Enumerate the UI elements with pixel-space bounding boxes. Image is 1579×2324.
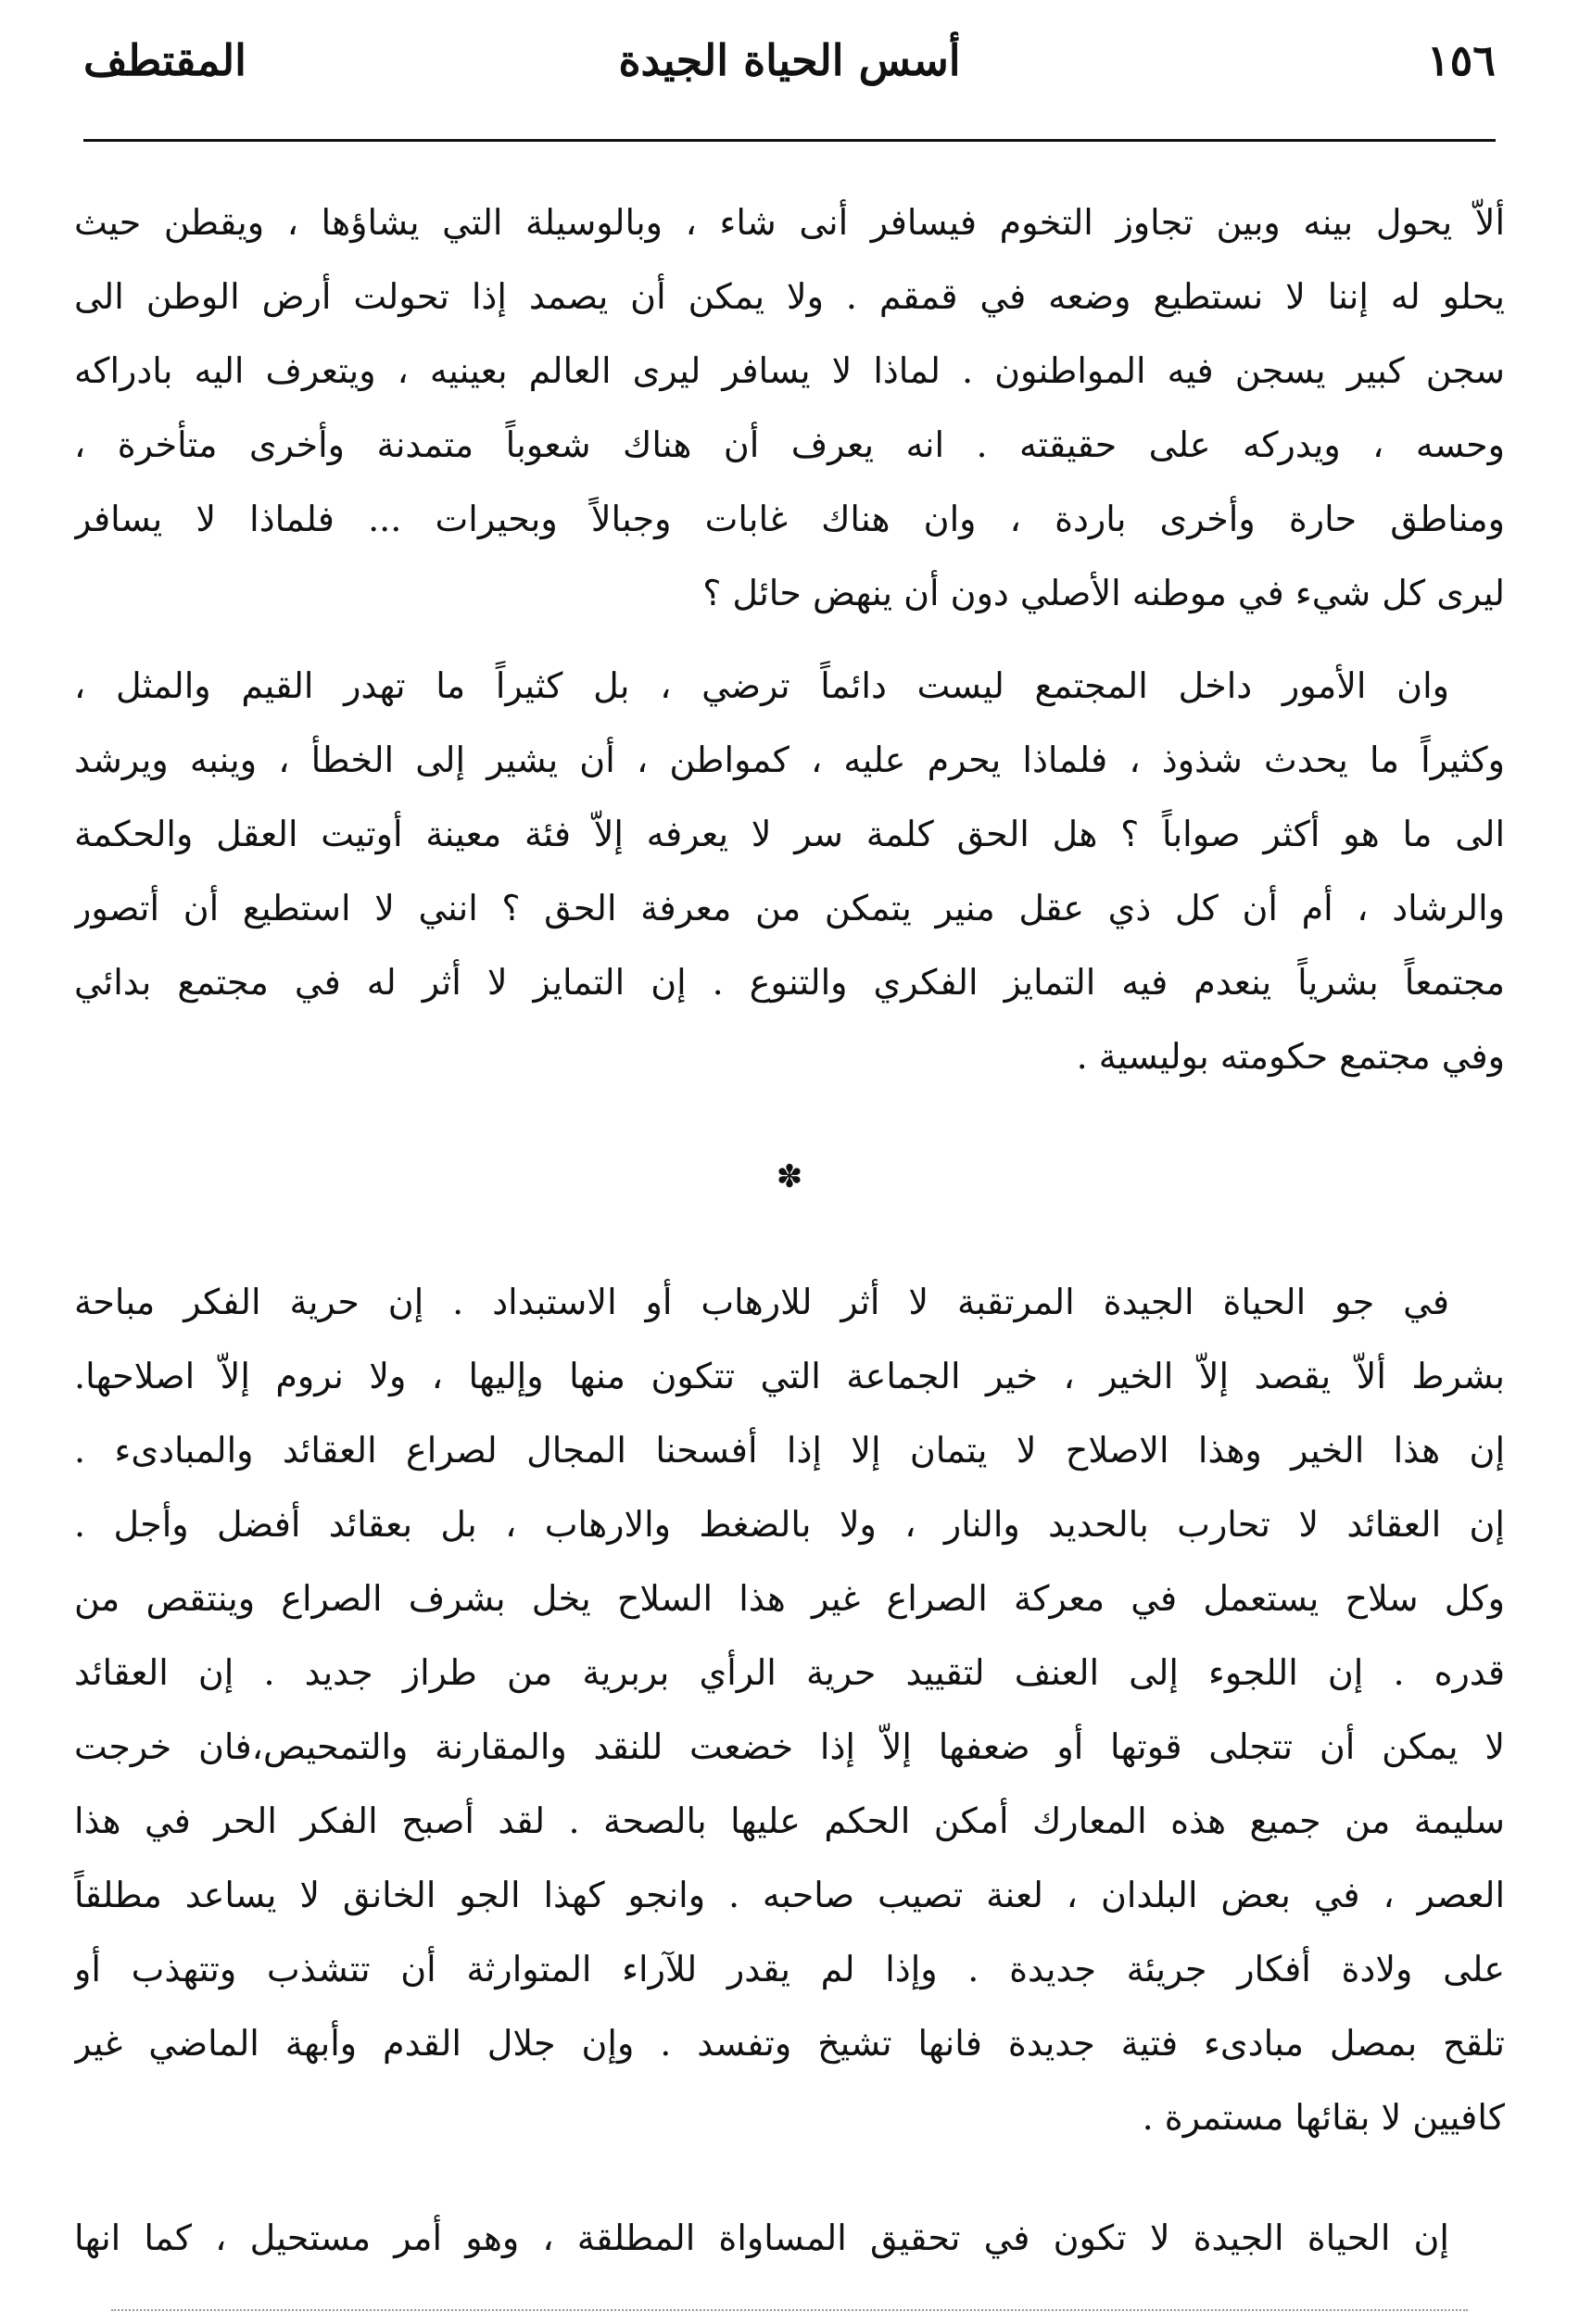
text-line: إن العقائد لا تحارب بالحديد والنار ، ولا بالضغط والارهاب ، بل بعقائد أفضل وأجل . [74,1504,1505,1545]
text-line: ألاّ يحول بينه وبين تجاوز التخوم فيسافر أنى شاء ، وبالوسيلة التي يشاؤها ، ويقطن حيث [74,202,1505,243]
text-line: ومناطق حارة وأخرى باردة ، وان هناك غابات وجبالاً وبحيرات ... فلماذا لا يسافر [74,499,1505,539]
header-rule [83,139,1496,142]
text-line: إن الحياة الجيدة لا تكون في تحقيق المساواة المطلقة ، وهو أمر مستحيل ، كما انها [74,2217,1449,2258]
text-line: ليرى كل شيء في موطنه الأصلي دون أن ينهض حائل ؟ [702,573,1505,613]
paragraph-1 [74,185,1505,630]
text-line: سليمة من جميع هذه المعارك أمكن الحكم عليها بالصحة . لقد أصبح الفكر الحر في هذا [74,1800,1505,1841]
paragraph-2 [74,649,1505,1093]
text-line: بشرط ألاّ يقصد إلاّ الخير ، خير الجماعة التي تتكون منها وإليها ، ولا نروم إلاّ اصلاحها. [74,1356,1505,1396]
text-line: الى ما هو أكثر صواباً ؟ هل الحق كلمة سر لا يعرفه إلاّ فئة معينة أوتيت العقل والحكمة [74,814,1505,854]
text-line: العصر ، في بعض البلدان ، لعنة تصيب صاحبه . وانجو كهذا الجو الخانق لا يساعد مطلقاً [74,1875,1505,1915]
text-line: يحلو له إننا لا نستطيع وضعه في قمقم . ولا يمكن أن يصمد إذا تحولت أرض الوطن الى [74,276,1505,317]
running-title: أسس الحياة الجيدة [618,35,961,85]
text-line: وكل سلاح يستعمل في معركة الصراع غير هذا السلاح يخل بشرف الصراع وينتقص من [74,1578,1505,1619]
text-line: لا يمكن أن تتجلى قوتها أو ضعفها إلاّ إذا خضعت للنقد والمقارنة والتمحيص،فان خرجت [74,1726,1505,1767]
text-line: وفي مجتمع حكومته بوليسية . [1076,1036,1505,1077]
paragraph-4 [74,2201,1505,2275]
text-line: كافيين لا بقائها مستمرة . [1142,2097,1505,2138]
paragraph-3 [74,1265,1505,2154]
text-line: تلقح بمصل مبادىء فتية جديدة فانها تشيخ وتفسد . وإن جلال القدم وأبهة الماضي غير [74,2023,1505,2064]
text-line: سجن كبير يسجن فيه المواطنون . لماذا لا يسافر ليرى العالم بعينيه ، ويتعرف اليه بادراكه [74,350,1505,391]
text-line: وان الأمور داخل المجتمع ليست دائماً ترضي ، بل كثيراً ما تهدر القيم والمثل ، [74,665,1449,706]
text-line: على ولادة أفكار جريئة جديدة . وإذا لم يقدر للآراء المتوارثة أن تتشذب وتتهذب أو [74,1949,1505,1989]
text-line: في جو الحياة الجيدة المرتقبة لا أثر للارهاب أو الاستبداد . إن حرية الفكر مباحة [74,1282,1449,1322]
page-header [83,28,1496,111]
cut-off-next-line [111,2309,1468,2324]
page-number: ١٥٦ [1426,35,1496,85]
journal-name: المقتطف [83,35,246,85]
text-line: إن هذا الخير وهذا الاصلاح لا يتمان إلا إذا أفسحنا المجال لصراع العقائد والمبادىء . [74,1430,1505,1471]
text-line: وكثيراً ما يحدث شذوذ ، فلماذا يحرم عليه ، كمواطن ، أن يشير إلى الخطأ ، وينبه ويرشد [74,739,1505,780]
text-line: والرشاد ، أم أن كل ذي عقل منير يتمكن من معرفة الحق ؟ انني لا استطيع أن أتصور [74,888,1505,928]
section-separator: ✽ [776,1158,803,1195]
text-line: مجتمعاً بشرياً ينعدم فيه التمايز الفكري والتنوع . إن التمايز لا أثر له في مجتمع بدائي [74,962,1505,1003]
text-line: وحسه ، ويدركه على حقيقته . انه يعرف أن هناك شعوباً متمدنة وأخرى متأخرة ، [74,424,1505,465]
text-line: قدره . إن اللجوء إلى العنف لتقييد حرية الرأي بربرية من طراز جديد . إن العقائد [74,1652,1505,1693]
